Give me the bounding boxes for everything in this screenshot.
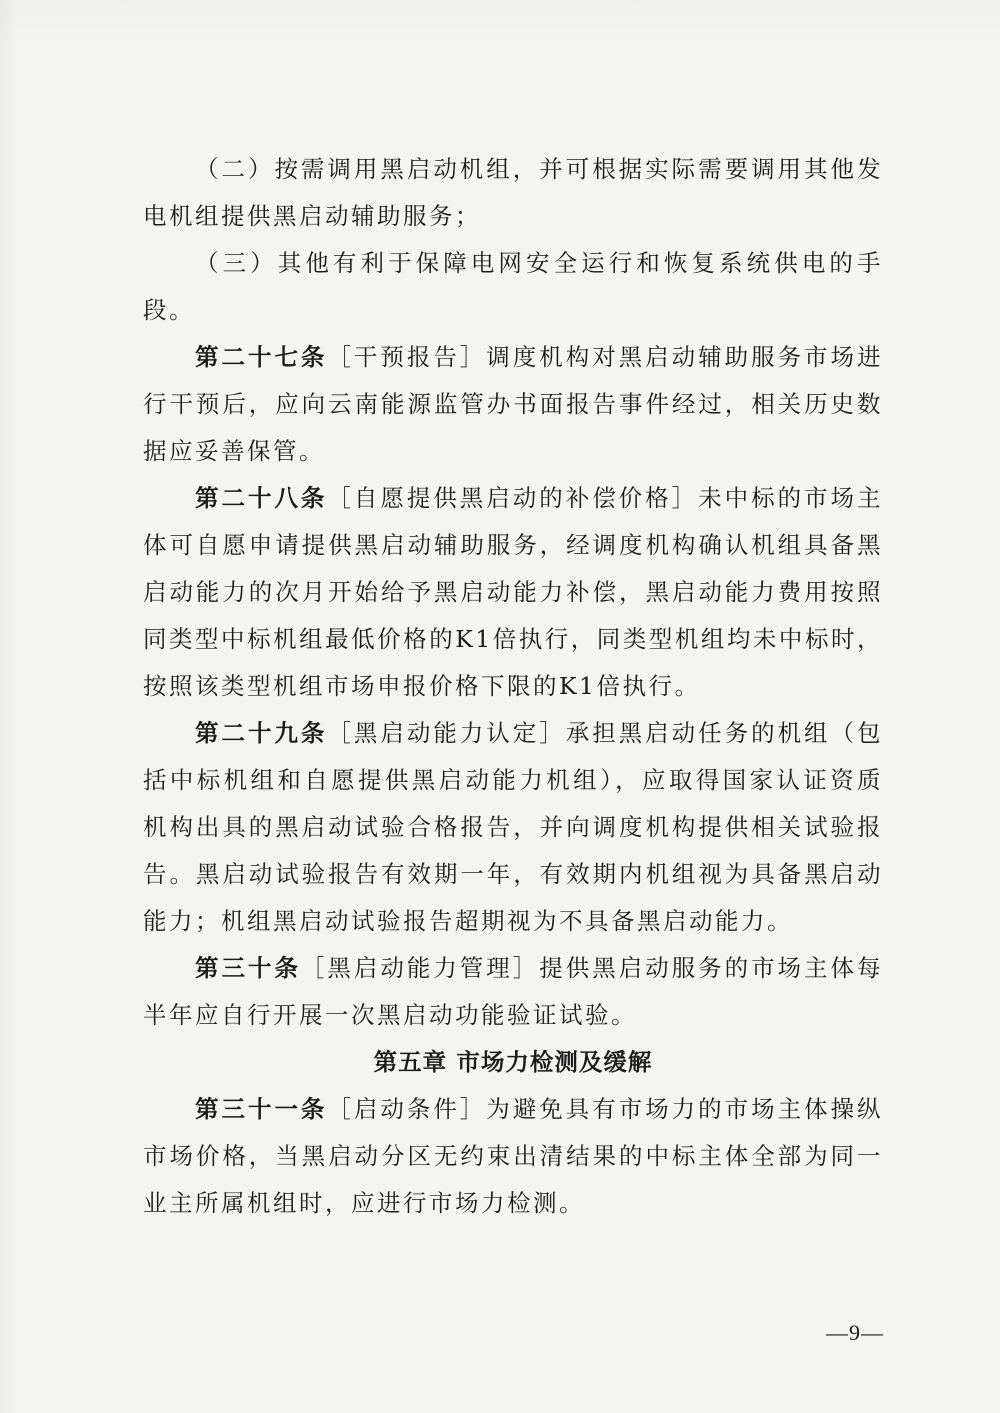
paragraph-item-2 bbox=[143, 146, 883, 240]
article-heading: 第三十一条 bbox=[195, 1095, 328, 1123]
article-text: ［黑启动能力认定］承担黑启动任务的机组（包括中标机组和自愿提供黑启动能力机组），应取得国家认证资质机构出具的黑启动试验合格报告，并向调度机构提供相关试验报告。黑启动试验报告有效期一年，有效期内机组视为具备黑启动能力；机组黑启动试验报告超期视为不具备黑启动能力。 bbox=[143, 719, 884, 935]
article-29 bbox=[143, 710, 883, 945]
paragraph-text: （三）其他有利于保障电网安全运行和恢复系统供电的手段。 bbox=[143, 249, 883, 324]
chapter-heading: 第五章 市场力检测及缓解 bbox=[373, 1048, 653, 1076]
page-number: —9— bbox=[826, 1320, 884, 1345]
page-content bbox=[143, 146, 883, 1227]
article-27 bbox=[143, 334, 883, 475]
paragraph-item-3 bbox=[143, 240, 883, 334]
article-text: ［自愿提供黑启动的补偿价格］未中标的市场主体可自愿申请提供黑启动辅助服务，经调度机构确认机组具备黑启动能力的次月开始给予黑启动能力补偿，黑启动能力费用按照同类型中标机组最低价格的K1倍执行，同类型机组均未中标时，按照该类型机组市场申报价格下限的K1倍执行。 bbox=[143, 484, 884, 700]
article-text: ［黑启动能力管理］提供黑启动服务的市场主体每半年应自行开展一次黑启动功能验证试验。 bbox=[143, 954, 884, 1029]
article-28 bbox=[143, 475, 883, 710]
article-heading: 第三十条 bbox=[195, 954, 301, 982]
article-31 bbox=[143, 1086, 883, 1227]
article-text: ［干预报告］调度机构对黑启动辅助服务市场进行干预后，应向云南能源监管办书面报告事件经过，相关历史数据应妥善保管。 bbox=[143, 343, 884, 465]
article-heading: 第二十八条 bbox=[195, 484, 328, 512]
article-heading: 第二十七条 bbox=[195, 343, 328, 371]
article-text: ［启动条件］为避免具有市场力的市场主体操纵市场价格，当黑启动分区无约束出清结果的中标主体全部为同一业主所属机组时，应进行市场力检测。 bbox=[143, 1095, 884, 1217]
article-30 bbox=[143, 945, 883, 1039]
article-heading: 第二十九条 bbox=[195, 719, 328, 747]
paragraph-text: （二）按需调用黑启动机组，并可根据实际需要调用其他发电机组提供黑启动辅助服务； bbox=[143, 155, 883, 230]
